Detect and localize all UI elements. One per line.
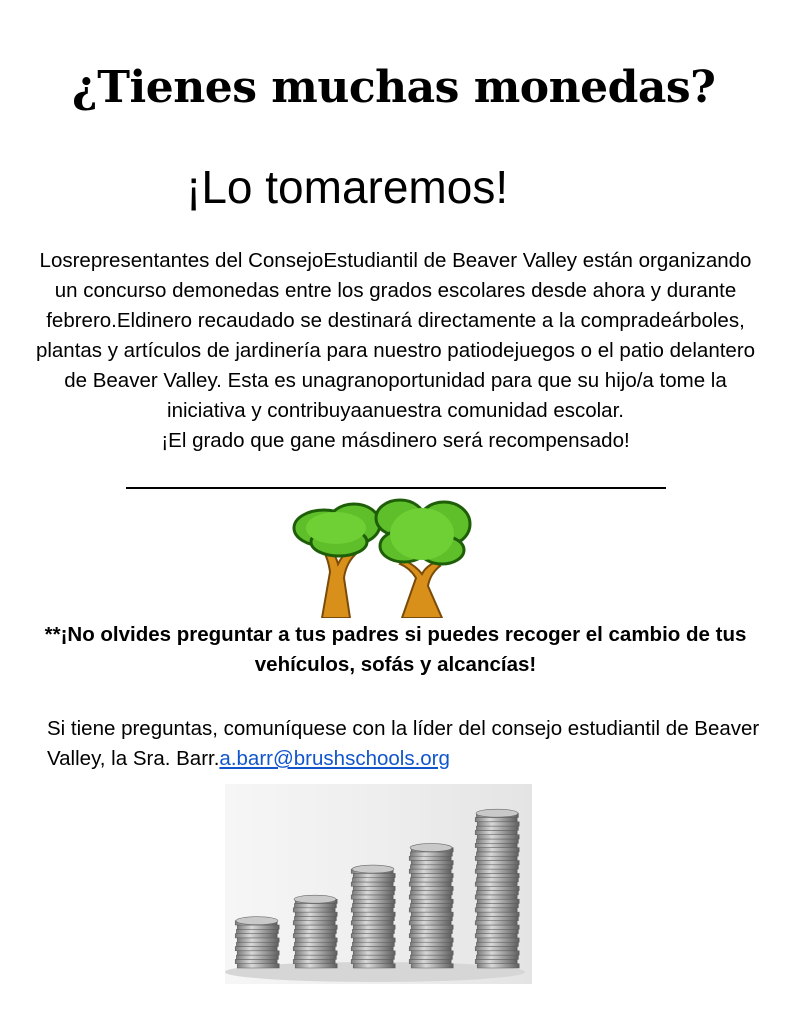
left-tree-icon <box>294 504 380 618</box>
body-paragraph: Losrepresentantes del ConsejoEstudiantil de Beaver Valley están organizando un concurso demonedas entre los grados escolares desde ahora y durante febrero.Eldinero recaudado se destinará directamente a la compradeárboles, plantas y artículos de jardinería para nuestro patiodejuegos o el patio delantero de Beaver Valley. Esta es unagranoportunidad para que su hijo/a tome la iniciativa y contribuyaanuestra comunidad escolar. <box>35 249 756 422</box>
reward-line: ¡El grado que gane másdinero será recompensado! <box>161 429 630 452</box>
contact-text <box>47 714 767 774</box>
page-title: ¿Tienes muchas monedas? <box>72 62 716 113</box>
reward-underline <box>126 487 666 489</box>
right-tree-icon <box>376 500 470 618</box>
body-text <box>30 246 761 456</box>
tree-icon <box>284 494 474 618</box>
contact-message: Si tiene preguntas, comuníquese con la líder del consejo estudiantil de Beaver Valley, la Sra. Barr. <box>47 717 760 770</box>
contact-email-link[interactable]: a.barr@brushschools.org <box>219 747 450 770</box>
coin-stacks-photo <box>225 784 532 984</box>
reminder-text: **¡No olvides preguntar a tus padres si puedes recoger el cambio de tus vehículos, sofás y alcancías! <box>44 623 747 676</box>
page-subtitle: ¡Lo tomaremos! <box>186 161 509 213</box>
